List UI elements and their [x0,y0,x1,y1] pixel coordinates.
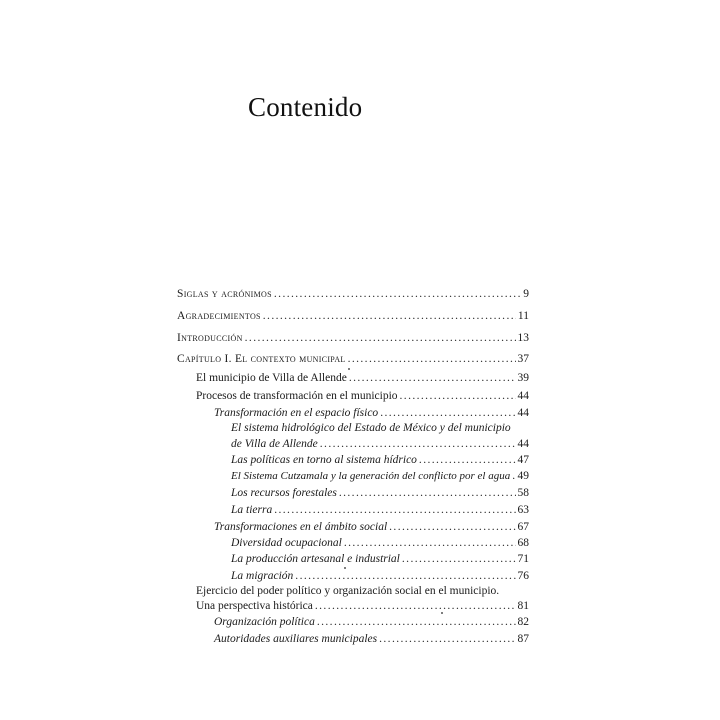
leader-dots [344,536,516,550]
toc-entry-label: Las políticas en torno al sistema hídrico [231,454,417,466]
toc-entry-label: Transformación en el espacio físico [214,407,379,419]
leader-dots [379,632,515,646]
leader-dots [512,469,515,483]
toc-entry-label: Los recursos forestales [231,487,337,499]
toc-entry-label: Transformaciones en el ámbito social [214,521,388,533]
toc-page-number: 76 [517,570,529,582]
toc-page-number: 13 [517,332,529,344]
toc-entry-sistema-hidrologico[interactable] [231,437,529,451]
toc-entry-label: El municipio de Villa de Allende [196,372,347,384]
toc-page-number: 49 [517,470,529,482]
scan-speck [348,368,350,370]
toc-entry-label: La producción artesanal e industrial [231,553,400,565]
toc-entry-migracion[interactable] [231,569,529,583]
toc-entry-label: La migración [231,570,294,582]
leader-dots [295,569,515,583]
toc-page-number: 9 [523,288,529,300]
leader-dots [245,331,516,345]
toc-entry-espacio-fisico[interactable] [214,406,529,420]
toc-page-number: 58 [517,487,529,499]
scan-speck [344,567,346,569]
toc-page-number: 44 [517,438,529,450]
leader-dots [349,371,516,385]
toc-entry-diversidad[interactable] [231,536,529,550]
toc-page-number: 63 [517,504,529,516]
leader-dots [339,486,516,500]
leader-dots [315,599,516,613]
leader-dots [320,437,516,451]
toc-entry-label: Siglas y acrónimos [177,288,272,300]
toc-page-number: 44 [517,407,529,419]
toc-entry-label: El Sistema Cutzamala y la generación del conflicto por el agua [231,470,511,482]
toc-entry-ambito-social[interactable] [214,520,529,534]
toc-page-number: 67 [517,521,529,533]
toc-entry-label: Autoridades auxiliares municipales [214,633,378,645]
leader-dots [380,406,515,420]
toc-entry-ejercicio-poder[interactable] [196,599,529,613]
page-title: Contenido [248,92,363,122]
toc-entry-organizacion-politica[interactable] [214,615,529,629]
toc-entry-capitulo-1[interactable] [177,352,529,366]
toc-page-number: 37 [517,353,529,365]
leader-dots [400,389,516,403]
toc-entry-municipio-villa[interactable] [196,371,529,385]
toc-entry-ejercicio-poder-line1[interactable]: Ejercicio del poder político y organización social en el municipio. [196,585,500,597]
toc-entry-tierra[interactable] [231,503,529,517]
toc-entry-label: Una perspectiva histórica [196,600,313,612]
toc-entry-politicas-hidrico[interactable] [231,453,529,467]
leader-dots [389,520,515,534]
toc-entry-sistema-hidrologico-line1[interactable]: El sistema hidrológico del Estado de México y del municipio [231,422,511,434]
toc-entry-agradecimientos[interactable] [177,309,529,323]
toc-entry-label: de Villa de Allende [231,438,318,450]
toc-page-number: 44 [517,390,529,402]
leader-dots [274,503,515,517]
toc-entry-label: Organización política [214,616,315,628]
toc-entry-label: Capítulo I. El contexto municipal [177,353,346,365]
toc-entry-label: Procesos de transformación en el municipio [196,390,398,402]
toc-page-number: 47 [517,454,529,466]
toc-entry-label: Agradecimientos [177,310,261,322]
toc-entry-label: Diversidad ocupacional [231,537,342,549]
toc-entry-cutzamala[interactable] [231,469,529,483]
scan-speck [441,612,443,614]
toc-page-number: 11 [517,310,529,322]
leader-dots [274,287,521,301]
toc-entry-label: Introducción [177,332,243,344]
toc-entry-recursos-forestales[interactable] [231,486,529,500]
toc-page-number: 68 [517,537,529,549]
toc-entry-label: La tierra [231,504,273,516]
toc-entry-introduccion[interactable] [177,331,529,345]
toc-entry-autoridades[interactable] [214,632,529,646]
leader-dots [317,615,516,629]
leader-dots [348,352,516,366]
leader-dots [263,309,516,323]
toc-page-number: 71 [517,553,529,565]
leader-dots [419,453,516,467]
toc-entry-procesos[interactable] [196,389,529,403]
toc-page-number: 87 [517,633,529,645]
toc-page-number: 82 [517,616,529,628]
toc-page-number: 39 [517,372,529,384]
toc-page-number: 81 [517,600,529,612]
toc-entry-produccion[interactable] [231,552,529,566]
leader-dots [402,552,516,566]
toc-entry-siglas[interactable] [177,287,529,301]
